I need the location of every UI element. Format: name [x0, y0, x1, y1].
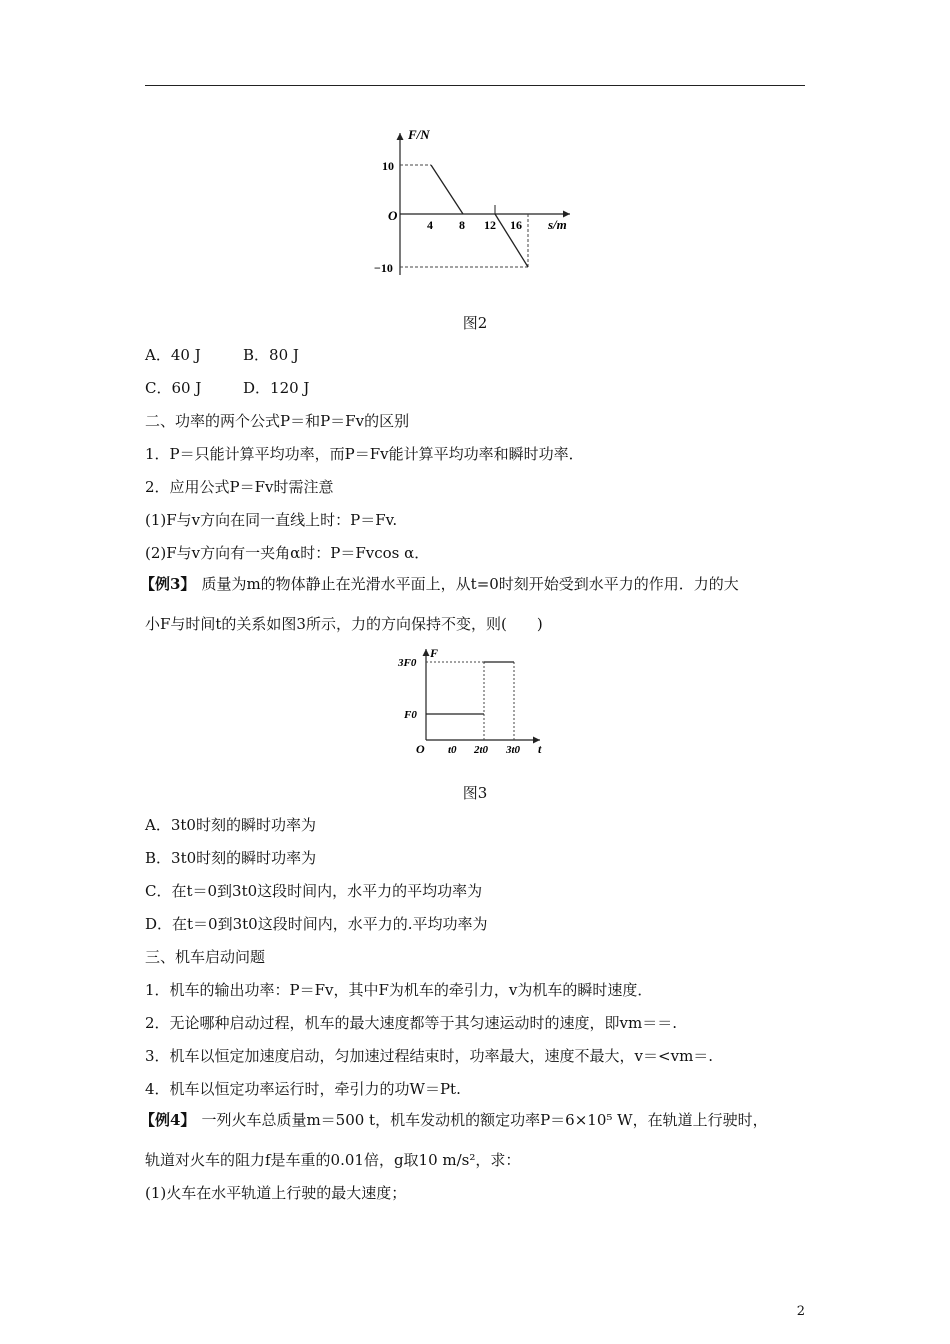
- figure-2-svg: [360, 125, 590, 285]
- fig2-xtick-16: 16: [510, 218, 522, 232]
- example4-tag: 【例4】: [140, 1111, 196, 1129]
- section2-point-3: (1)F与v方向在同一直线上时：P＝Fv.: [145, 511, 398, 529]
- section3-point-4: 4．机车以恒定功率运行时，牵引力的功W＝Pt.: [145, 1080, 461, 1098]
- section2-point-4: (2)F与v方向有一夹角α时：P＝Fvcos α．: [145, 544, 430, 562]
- figure-2-graph: [360, 125, 590, 285]
- fig3-xtick-2t0: 2t0: [474, 744, 489, 756]
- figure-3-svg: [380, 645, 560, 765]
- q3-option-c[interactable]: C．在t＝0到3t0这段时间内，水平力的平均功率为: [145, 882, 483, 900]
- section3-point-1: 1．机车的输出功率：P＝Fv，其中F为机车的牵引力，v为机车的瞬时速度．: [145, 981, 653, 999]
- section3-point-3: 3．机车以恒定加速度启动，匀加速过程结束时，功率最大，速度不最大，v＝<vm＝.: [145, 1047, 714, 1065]
- fig2-y-label: F/N: [408, 127, 430, 142]
- q2-option-d[interactable]: D．120 J: [243, 379, 310, 397]
- fig2-x-label: s/m: [548, 217, 567, 232]
- q2-option-b[interactable]: B．80 J: [243, 346, 299, 364]
- example4-text-1: 一列火车总质量m＝500 t，机车发动机的额定功率P＝6×10⁵ W，在轨道上行驶时，: [201, 1111, 768, 1129]
- example3-line-2: 小F与时间t的关系如图3所示，力的方向保持不变，则( ): [145, 615, 543, 633]
- fig2-xtick-12: 12: [484, 218, 496, 232]
- section3-point-2: 2．无论哪种启动过程，机车的最大速度都等于其匀速运动时的速度，即vm＝＝.: [145, 1014, 678, 1032]
- q3-option-a[interactable]: A．3t0时刻的瞬时功率为: [145, 816, 316, 834]
- q3-option-d[interactable]: D．在t＝0到3t0这段时间内，水平力的.平均功率为: [145, 915, 488, 933]
- fig3-xtick-3t0: 3t0: [506, 744, 521, 756]
- example4-question-1: (1)火车在水平轨道上行驶的最大速度；: [145, 1184, 407, 1202]
- example3-line-1: [140, 574, 739, 594]
- section2-heading: 二、功率的两个公式P＝和P＝Fv的区别: [145, 412, 410, 430]
- fig2-xtick-8: 8: [459, 218, 465, 232]
- example3-tag: 【例3】: [140, 575, 196, 593]
- figure-3-caption: 图3: [462, 784, 488, 802]
- section2-point-1: 1．P＝只能计算平均功率，而P＝Fv能计算平均功率和瞬时功率．: [145, 445, 584, 463]
- fig2-ytick-neg10: −10: [374, 261, 393, 275]
- fig3-ytick-f0: F0: [404, 709, 417, 721]
- fig2-line-positive: [431, 165, 463, 214]
- example3-text-1: 质量为m的物体静止在光滑水平面上，从t=0时刻开始受到水平力的作用．力的大: [201, 575, 739, 593]
- section2-point-2: 2．应用公式P＝Fv时需注意: [145, 478, 334, 496]
- q3-option-b[interactable]: B．3t0时刻的瞬时功率为: [145, 849, 317, 867]
- fig2-xtick-4: 4: [427, 218, 433, 232]
- figure-2-caption: 图2: [462, 314, 488, 332]
- fig3-ytick-3f0: 3F0: [398, 657, 417, 669]
- example4-line-2: 轨道对火车的阻力f是车重的0.01倍，g取10 m/s²，求：: [145, 1151, 521, 1169]
- section3-heading: 三、机车启动问题: [145, 948, 266, 966]
- q2-options-row-2: [145, 378, 309, 398]
- example4-line-1: [140, 1110, 768, 1130]
- figure-3-graph: [380, 645, 560, 765]
- fig2-ytick-10: 10: [382, 159, 394, 173]
- q2-options-row-1: [145, 345, 299, 365]
- fig3-x-label: t: [538, 742, 542, 756]
- fig3-origin: O: [416, 742, 425, 756]
- fig2-origin: O: [388, 208, 398, 223]
- q2-option-a[interactable]: A．40 J: [145, 346, 201, 364]
- fig3-y-label: F: [430, 646, 439, 660]
- header-rule: [145, 85, 805, 86]
- fig3-xtick-t0: t0: [448, 744, 457, 756]
- q2-option-c[interactable]: C．60 J: [145, 379, 202, 397]
- page-number: 2: [796, 1304, 805, 1319]
